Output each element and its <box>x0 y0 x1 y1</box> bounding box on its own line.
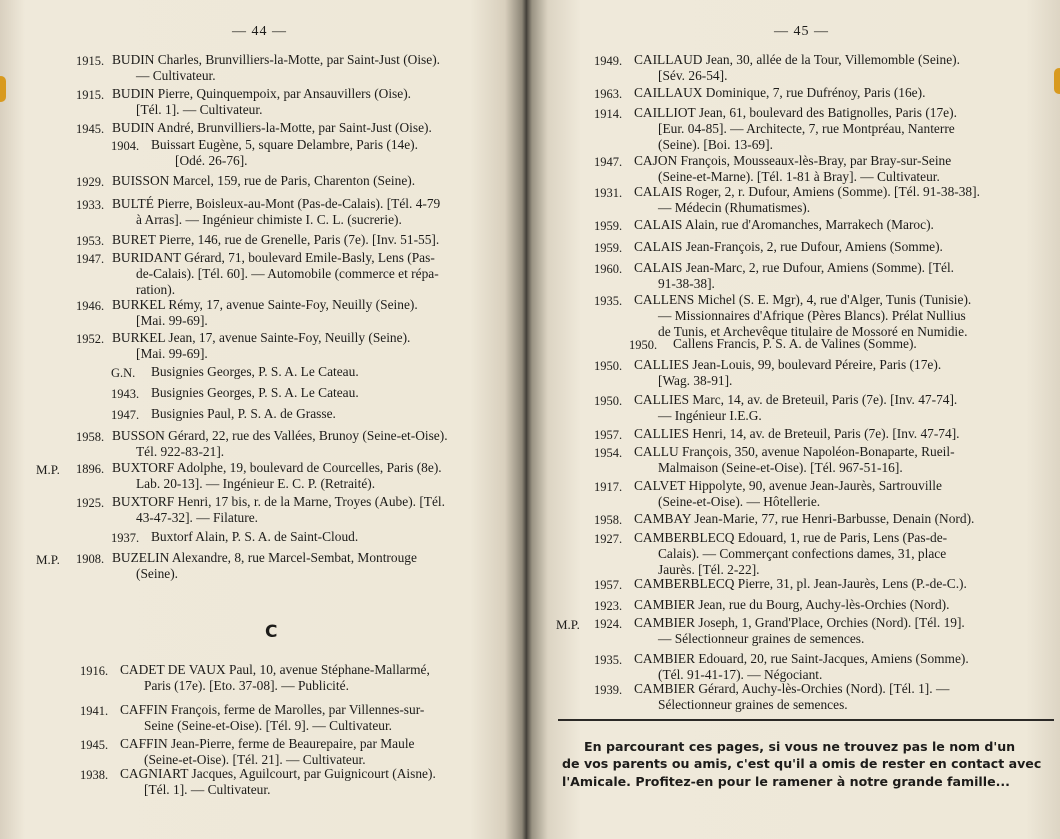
entry-detail-line: Paris (17e). [Eto. 37-08]. — Publicité. <box>144 678 349 693</box>
entry-name-line: CALAIS Jean-Marc, 2, rue Dufour, Amiens (Somme). [Tél. <box>634 260 955 275</box>
entry-name-line: BULTÉ Pierre, Boisleux-au-Mont (Pas-de-Calais). [Tél. 4-79 <box>112 196 441 211</box>
entry-name-line: CADET DE VAUX Paul, 10, avenue Stéphane-Mallarmé, <box>120 662 430 677</box>
entry-year: 1950. <box>594 359 623 373</box>
entry-name-line: BUDIN Pierre, Quinquempoix, par Ansauvillers (Oise). <box>112 86 412 101</box>
entry-name-line: BUISSON Marcel, 159, rue de Paris, Charenton (Seine). <box>112 173 416 188</box>
entry-name-line: BUDIN Charles, Brunvilliers-la-Motte, par Saint-Just (Oise). <box>112 52 441 67</box>
entry-year: 1945. <box>76 122 105 136</box>
entry-name-line: Busignies Georges, P. S. A. Le Cateau. <box>151 385 359 400</box>
entry-name-line: CAJON François, Mousseaux-lès-Bray, par Bray-sur-Seine <box>634 153 952 168</box>
entry-name-line: CALLU François, 350, avenue Napoléon-Bonaparte, Rueil- <box>634 444 955 459</box>
entry-name-line: Busignies Paul, P. S. A. de Grasse. <box>151 406 336 421</box>
entry-year: 1959. <box>594 219 623 233</box>
entry-year: 1947. <box>76 252 105 266</box>
entry-name-line: BURIDANT Gérard, 71, boulevard Emile-Basly, Lens (Pas- <box>112 250 435 265</box>
entry-year: 1953. <box>76 234 105 248</box>
entry-detail-line: — Médecin (Rhumatismes). <box>658 200 811 215</box>
entry-detail-line: [Eur. 04-85]. — Architecte, 7, rue Montpréau, Nanterre <box>658 121 955 136</box>
entry-detail-line: [Mai. 99-69]. <box>136 313 208 328</box>
section-letter-c: C <box>265 622 278 642</box>
entry-detail-line: 91-38-38]. <box>658 276 715 291</box>
entry-name-line: Callens Francis, P. S. A. de Valines (Somme). <box>673 336 917 351</box>
entry-name-line: CALLENS Michel (S. E. Mgr), 4, rue d'Alger, Tunis (Tunisie). <box>634 292 972 307</box>
entry-year: 1943. <box>111 387 140 401</box>
entry-detail-line: (Seine-et-Oise). [Tél. 21]. — Cultivateur. <box>144 752 366 767</box>
entry-name-line: CAMBIER Jean, rue du Bourg, Auchy-lès-Orchies (Nord). <box>634 597 950 612</box>
entry-detail-line: Lab. 20-13]. — Ingénieur E. C. P. (Retraité). <box>136 476 376 491</box>
entry-detail-line: Malmaison (Seine-et-Oise). [Tél. 967-51-16]. <box>658 460 903 475</box>
entry-name-line: BUSSON Gérard, 22, rue des Vallées, Brunoy (Seine-et-Oise). <box>112 428 448 443</box>
entry-year: 1933. <box>76 198 105 212</box>
entry-year: 1958. <box>594 513 623 527</box>
entry-year: 1947. <box>111 408 140 422</box>
entry-name-line: CALAIS Jean-François, 2, rue Dufour, Amiens (Somme). <box>634 239 943 254</box>
entry-name-line: CAMBIER Gérard, Auchy-lès-Orchies (Nord). [Tél. 1]. — <box>634 681 950 696</box>
entry-year: G.N. <box>111 366 136 380</box>
entry-name-line: BUXTORF Adolphe, 19, boulevard de Courcelles, Paris (8e). <box>112 460 442 475</box>
entry-name-line: CAMBIER Edouard, 20, rue Saint-Jacques, Amiens (Somme). <box>634 651 969 666</box>
entry-detail-line: [Sév. 26-54]. <box>658 68 728 83</box>
entry-year: 1959. <box>594 241 623 255</box>
entry-detail-line: Tél. 922-83-21]. <box>136 444 225 459</box>
entry-detail-line: [Tél. 1]. — Cultivateur. <box>144 782 271 797</box>
entry-year: 1960. <box>594 262 623 276</box>
entry-year: 1949. <box>594 54 623 68</box>
entry-detail-line: Seine (Seine-et-Oise). [Tél. 9]. — Cultivateur. <box>144 718 393 733</box>
entry-name-line: CALLIES Henri, 14, av. de Breteuil, Paris (7e). [Inv. 47-74]. <box>634 426 960 441</box>
entry-name-line: CAFFIN Jean-Pierre, ferme de Beaurepaire, par Maule <box>120 736 415 751</box>
entry-year: 1917. <box>594 480 623 494</box>
entry-year: 1950. <box>629 338 658 352</box>
entry-name-line: CAMBERBLECQ Pierre, 31, pl. Jean-Jaurès, Lens (P.-de-C.). <box>634 576 967 591</box>
left-page <box>0 0 526 839</box>
entry-year: 1957. <box>594 428 623 442</box>
entry-detail-line: (Seine). <box>136 566 179 581</box>
entry-name-line: BURET Pierre, 146, rue de Grenelle, Paris (7e). [Inv. 51-55]. <box>112 232 440 247</box>
member-mark: M.P. <box>36 462 60 477</box>
entry-year: 1945. <box>80 738 109 752</box>
notice-divider <box>558 719 1054 721</box>
entry-year: 1939. <box>594 683 623 697</box>
right-page-number: — 45 — <box>774 24 829 39</box>
entry-detail-line: (Seine-et-Oise). — Hôtellerie. <box>658 494 821 509</box>
entry-name-line: CAILLIOT Jean, 61, boulevard des Batignolles, Paris (17e). <box>634 105 957 120</box>
entry-year: 1915. <box>76 88 105 102</box>
entry-name-line: BUDIN André, Brunvilliers-la-Motte, par Saint-Just (Oise). <box>112 120 432 135</box>
entry-name-line: CAMBIER Joseph, 1, Grand'Place, Orchies (Nord). [Tél. 19]. <box>634 615 965 630</box>
entry-year: 1937. <box>111 531 140 545</box>
entry-year: 1946. <box>76 299 105 313</box>
entry-year: 1915. <box>76 54 105 68</box>
entry-name-line: CALVET Hippolyte, 90, avenue Jean-Jaurès, Sartrouville <box>634 478 942 493</box>
entry-year: 1938. <box>80 768 109 782</box>
entry-detail-line: [Mai. 99-69]. <box>136 346 208 361</box>
entry-detail-line: Jaurès. [Tél. 2-22]. <box>658 562 760 577</box>
entry-year: 1957. <box>594 578 623 592</box>
entry-name-line: CALAIS Roger, 2, r. Dufour, Amiens (Somme). [Tél. 91-38-38]. <box>634 184 980 199</box>
entry-detail-line: (Seine-et-Marne). [Tél. 1-81 à Bray]. — Cultivateur. <box>658 169 940 184</box>
entry-name-line: CAILLAUD Jean, 30, allée de la Tour, Villemomble (Seine). <box>634 52 960 67</box>
entry-name-line: Busignies Georges, P. S. A. Le Cateau. <box>151 364 359 379</box>
entry-year: 1950. <box>594 394 623 408</box>
entry-detail-line: — Ingénieur I.E.G. <box>658 408 762 423</box>
entry-detail-line: (Seine). [Boi. 13-69]. <box>658 137 773 152</box>
entry-year: 1954. <box>594 446 623 460</box>
entry-name-line: CALAIS Alain, rue d'Aromanches, Marrakech (Maroc). <box>634 217 934 232</box>
entry-year: 1935. <box>594 653 623 667</box>
entry-year: 1958. <box>76 430 105 444</box>
entry-name-line: CAFFIN François, ferme de Marolles, par Villennes-sur- <box>120 702 425 717</box>
entry-detail-line: — Sélectionneur graines de semences. <box>658 631 865 646</box>
entry-year: 1963. <box>594 87 623 101</box>
binder-ring-left <box>0 76 6 102</box>
entry-detail-line: — Missionnaires d'Afrique (Pères Blancs). Prélat Nullius <box>658 308 966 323</box>
notice-line: En parcourant ces pages, si vous ne trouvez pas le nom d'un <box>584 739 1016 754</box>
entry-name-line: Buxtorf Alain, P. S. A. de Saint-Cloud. <box>151 529 359 544</box>
entry-detail-line: de Tunis, et Archevêque titulaire de Mossoré en Numidie. <box>658 324 968 339</box>
entry-name-line: BUZELIN Alexandre, 8, rue Marcel-Sembat, Montrouge <box>112 550 417 565</box>
entry-detail-line: [Wag. 38-91]. <box>658 373 733 388</box>
entry-detail-line: 43-47-32]. — Filature. <box>136 510 258 525</box>
entry-name-line: Buissart Eugène, 5, square Delambre, Paris (14e). <box>151 137 418 152</box>
entry-year: 1914. <box>594 107 623 121</box>
binder-ring-right <box>1054 68 1060 94</box>
entry-year: 1923. <box>594 599 623 613</box>
entry-name-line: CAILLAUX Dominique, 7, rue Dufrénoy, Paris (16e). <box>634 85 926 100</box>
left-page-number: — 44 — <box>232 24 287 39</box>
entry-detail-line: Sélectionneur graines de semences. <box>658 697 848 712</box>
entry-year: 1908. <box>76 552 105 566</box>
entry-name-line: CAGNIART Jacques, Aguilcourt, par Guignicourt (Aisne). <box>120 766 436 781</box>
entry-year: 1931. <box>594 186 623 200</box>
entry-detail-line: (Tél. 91-41-17). — Négociant. <box>658 667 823 682</box>
entry-name-line: CALLIES Marc, 14, av. de Breteuil, Paris (7e). [Inv. 47-74]. <box>634 392 958 407</box>
entry-name-line: CAMBAY Jean-Marie, 77, rue Henri-Barbusse, Denain (Nord). <box>634 511 975 526</box>
entry-detail-line: [Odé. 26-76]. <box>175 153 248 168</box>
entry-year: 1925. <box>76 496 105 510</box>
entry-year: 1929. <box>76 175 105 189</box>
entry-year: 1947. <box>594 155 623 169</box>
entry-name-line: CAMBERBLECQ Edouard, 1, rue de Paris, Lens (Pas-de- <box>634 530 948 545</box>
entry-name-line: BUXTORF Henri, 17 bis, r. de la Marne, Troyes (Aube). [Tél. <box>112 494 445 509</box>
entry-year: 1924. <box>594 617 623 631</box>
entry-detail-line: à Arras]. — Ingénieur chimiste I. C. L. (sucrerie). <box>136 212 402 227</box>
entry-detail-line: Calais). — Commerçant confections dames, 31, place <box>658 546 947 561</box>
entry-year: 1896. <box>76 462 105 476</box>
entry-name-line: BURKEL Rémy, 17, avenue Sainte-Foy, Neuilly (Seine). <box>112 297 418 312</box>
notice-line: l'Amicale. Profitez-en pour le ramener à notre grande famille... <box>562 774 1010 789</box>
entry-year: 1904. <box>111 139 140 153</box>
member-mark: M.P. <box>36 552 60 567</box>
entry-year: 1927. <box>594 532 623 546</box>
entry-detail-line: — Cultivateur. <box>136 68 216 83</box>
entry-detail-line: [Tél. 1]. — Cultivateur. <box>136 102 263 117</box>
entry-year: 1952. <box>76 332 105 346</box>
entry-detail-line: de-Calais). [Tél. 60]. — Automobile (commerce et répa- <box>136 266 439 281</box>
entry-detail-line: ration). <box>136 282 176 297</box>
entry-year: 1941. <box>80 704 109 718</box>
entry-name-line: CALLIES Jean-Louis, 99, boulevard Péreire, Paris (17e). <box>634 357 942 372</box>
notice-line: de vos parents ou amis, c'est qu'il a omis de rester en contact avec <box>562 756 1042 771</box>
entry-name-line: BURKEL Jean, 17, avenue Sainte-Foy, Neuilly (Seine). <box>112 330 411 345</box>
right-page <box>526 0 1060 839</box>
entry-year: 1935. <box>594 294 623 308</box>
member-mark: M.P. <box>556 617 580 632</box>
entry-year: 1916. <box>80 664 109 678</box>
